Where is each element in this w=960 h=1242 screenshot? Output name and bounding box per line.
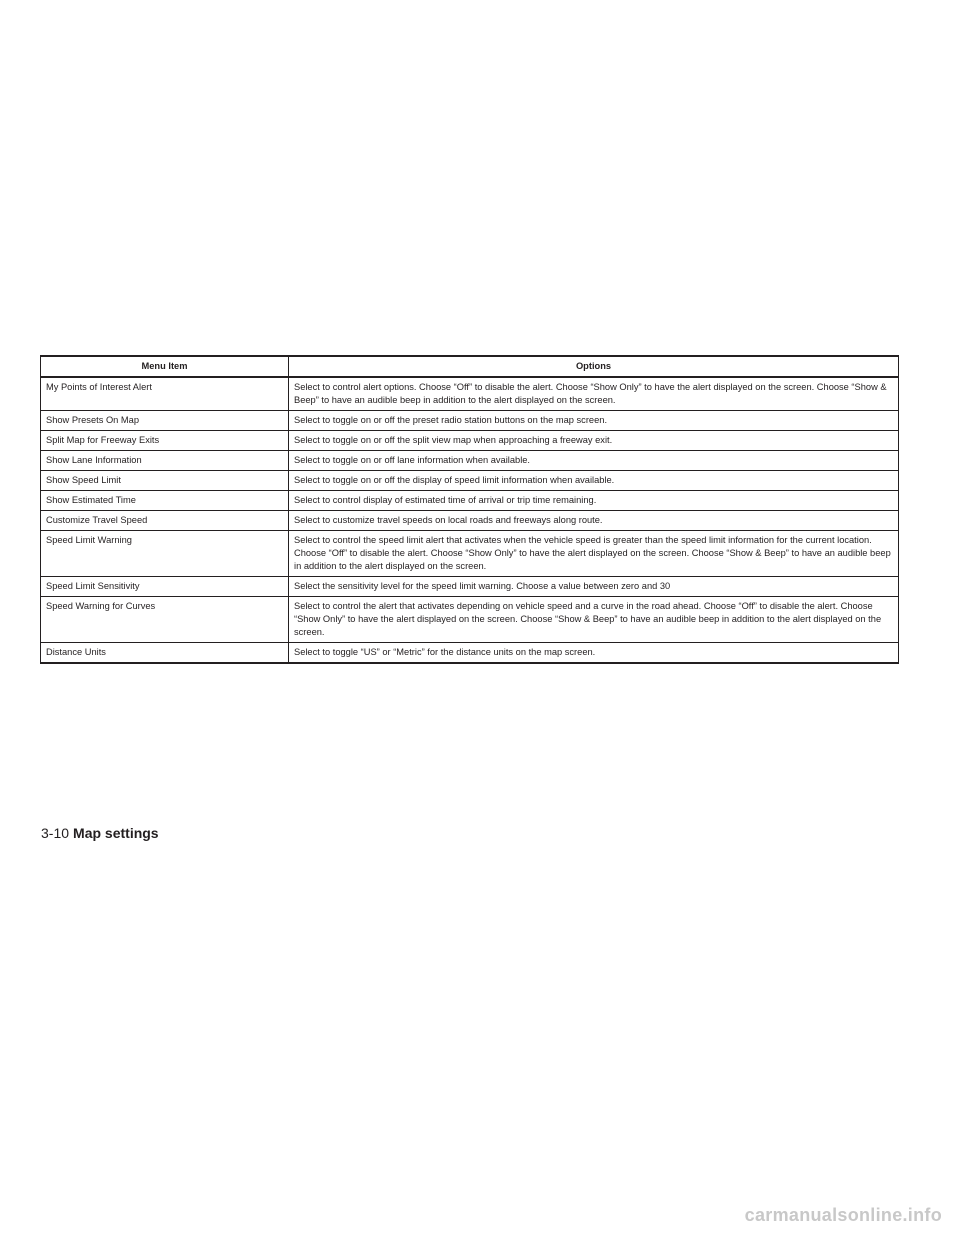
table-row xyxy=(41,577,899,597)
options-cell: Select to control display of estimated time of arrival or trip time remaining. xyxy=(289,491,899,511)
table-row xyxy=(41,597,899,643)
menu-item-cell: Show Lane Information xyxy=(41,451,289,471)
table-row xyxy=(41,411,899,431)
menu-item-cell: Speed Warning for Curves xyxy=(41,597,289,643)
menu-item-cell: My Points of Interest Alert xyxy=(41,377,289,411)
options-cell: Select to toggle on or off lane information when available. xyxy=(289,451,899,471)
table-row xyxy=(41,491,899,511)
options-cell: Select to toggle on or off the preset radio station buttons on the map screen. xyxy=(289,411,899,431)
menu-item-cell: Show Presets On Map xyxy=(41,411,289,431)
options-cell: Select to toggle “US” or “Metric” for the distance units on the map screen. xyxy=(289,643,899,664)
page-footer xyxy=(41,823,159,843)
table-row xyxy=(41,451,899,471)
table-header-row xyxy=(41,356,899,377)
watermark: carmanualsonline.info xyxy=(744,1205,942,1225)
menu-item-cell: Speed Limit Warning xyxy=(41,531,289,577)
menu-item-cell: Split Map for Freeway Exits xyxy=(41,431,289,451)
table-row xyxy=(41,431,899,451)
table-row xyxy=(41,471,899,491)
header-menu-item: Menu Item xyxy=(41,356,289,377)
options-cell: Select to toggle on or off the display of speed limit information when available. xyxy=(289,471,899,491)
settings-table xyxy=(40,355,899,664)
table-row xyxy=(41,377,899,411)
options-cell: Select to control the alert that activates depending on vehicle speed and a curve in the road ahead. Choose “Off” to disable the alert. Choose “Show Only” to have the alert displayed on the screen. Choose “Show & Beep” to have an audible beep in addition to the alert displayed on the screen. xyxy=(289,597,899,643)
table-row xyxy=(41,531,899,577)
menu-item-cell: Speed Limit Sensitivity xyxy=(41,577,289,597)
page-number: 3-10 xyxy=(41,825,70,841)
menu-item-cell: Distance Units xyxy=(41,643,289,664)
options-cell: Select to control alert options. Choose “Off” to disable the alert. Choose “Show Only” to have the alert displayed on the screen. Choose “Show & Beep” to have an audible beep in addition to the alert displayed on the screen. xyxy=(289,377,899,411)
table-row xyxy=(41,511,899,531)
table-row xyxy=(41,643,899,664)
options-cell: Select to customize travel speeds on local roads and freeways along route. xyxy=(289,511,899,531)
options-cell: Select to toggle on or off the split view map when approaching a freeway exit. xyxy=(289,431,899,451)
menu-item-cell: Show Speed Limit xyxy=(41,471,289,491)
menu-item-cell: Customize Travel Speed xyxy=(41,511,289,531)
section-title: Map settings xyxy=(73,825,159,841)
header-options: Options xyxy=(289,356,899,377)
options-cell: Select to control the speed limit alert that activates when the vehicle speed is greater than the speed limit information for the current location. Choose “Off” to disable the alert. Choose “Show Only” to have the alert displayed on the screen. Choose “Show & Beep” to have an audible beep in addition to the alert displayed on the screen. xyxy=(289,531,899,577)
menu-item-cell: Show Estimated Time xyxy=(41,491,289,511)
options-cell: Select the sensitivity level for the speed limit warning. Choose a value between zero and 30 xyxy=(289,577,899,597)
